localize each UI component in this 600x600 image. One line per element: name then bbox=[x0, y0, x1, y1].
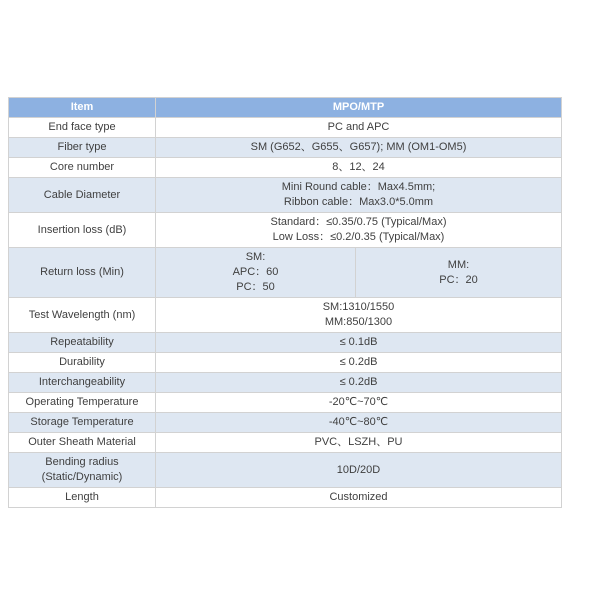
row-value-split bbox=[156, 248, 561, 297]
table-row-end-face-type bbox=[9, 117, 561, 137]
value-line: MM:850/1300 bbox=[324, 316, 393, 328]
table-row-return-loss bbox=[9, 247, 561, 297]
value-line: SM: bbox=[245, 251, 266, 263]
row-value: PC and APC bbox=[327, 121, 390, 133]
table-row-bending-radius bbox=[9, 452, 561, 487]
spec-table bbox=[8, 97, 562, 508]
row-value: ≤ 0.2dB bbox=[339, 376, 378, 388]
label-line: (Static/Dynamic) bbox=[41, 471, 123, 483]
value-line: APC：60 bbox=[232, 266, 279, 278]
value-line: PC：20 bbox=[439, 273, 478, 286]
return-loss-mm-cell bbox=[356, 248, 561, 297]
table-row-storage-temperature bbox=[9, 412, 561, 432]
value-line: Low Loss：≤0.2/0.35 (Typical/Max) bbox=[272, 231, 445, 243]
row-value bbox=[156, 298, 561, 332]
row-value: SM (G652、G655、G657); MM (OM1-OM5) bbox=[250, 141, 467, 153]
table-header-row bbox=[9, 98, 561, 117]
row-value: 10D/20D bbox=[336, 463, 381, 476]
row-value: Customized bbox=[329, 491, 388, 503]
table-row-operating-temperature bbox=[9, 392, 561, 412]
row-value: -20℃~70℃ bbox=[328, 396, 389, 408]
row-value: PVC、LSZH、PU bbox=[314, 436, 403, 448]
row-label: Operating Temperature bbox=[9, 393, 156, 412]
table-row-outer-sheath-material bbox=[9, 432, 561, 452]
header-product-cell: MPO/MTP bbox=[332, 101, 385, 113]
row-label: Cable Diameter bbox=[9, 178, 156, 212]
row-value bbox=[156, 213, 561, 247]
table-row-length bbox=[9, 487, 561, 507]
row-label: Repeatability bbox=[9, 333, 156, 352]
table-row-durability bbox=[9, 352, 561, 372]
table-row-cable-diameter bbox=[9, 177, 561, 212]
table-row-core-number bbox=[9, 157, 561, 177]
row-value: ≤ 0.1dB bbox=[339, 336, 378, 348]
table-row-interchangeability bbox=[9, 372, 561, 392]
table-row-insertion-loss bbox=[9, 212, 561, 247]
row-label: Core number bbox=[9, 158, 156, 177]
row-value bbox=[156, 178, 561, 212]
row-label: Length bbox=[9, 488, 156, 507]
row-label: Return loss (Min) bbox=[9, 248, 156, 297]
table-row-fiber-type bbox=[9, 137, 561, 157]
row-label: Interchangeability bbox=[9, 373, 156, 392]
row-value: 8、12、24 bbox=[332, 161, 385, 173]
table-row-repeatability bbox=[9, 332, 561, 352]
row-label: Durability bbox=[9, 353, 156, 372]
row-label: Storage Temperature bbox=[9, 413, 156, 432]
header-item-cell: Item bbox=[9, 98, 156, 117]
row-value: -40℃~80℃ bbox=[328, 416, 389, 428]
value-line: Mini Round cable：Max4.5mm; bbox=[281, 181, 436, 193]
row-label: Insertion loss (dB) bbox=[9, 213, 156, 247]
value-line: Standard：≤0.35/0.75 (Typical/Max) bbox=[270, 216, 447, 228]
table-row-test-wavelength bbox=[9, 297, 561, 332]
value-line: MM: bbox=[447, 258, 470, 271]
label-line: Bending radius bbox=[45, 456, 119, 468]
row-label: End face type bbox=[9, 118, 156, 137]
return-loss-sm-cell bbox=[156, 248, 356, 297]
row-label: Test Wavelength (nm) bbox=[9, 298, 156, 332]
value-line: SM:1310/1550 bbox=[322, 301, 395, 313]
value-line: PC：50 bbox=[236, 281, 275, 293]
row-value: ≤ 0.2dB bbox=[339, 356, 378, 368]
row-label bbox=[9, 453, 156, 487]
value-line: Ribbon cable：Max3.0*5.0mm bbox=[283, 196, 434, 208]
row-label: Fiber type bbox=[9, 138, 156, 157]
row-label: Outer Sheath Material bbox=[9, 433, 156, 452]
